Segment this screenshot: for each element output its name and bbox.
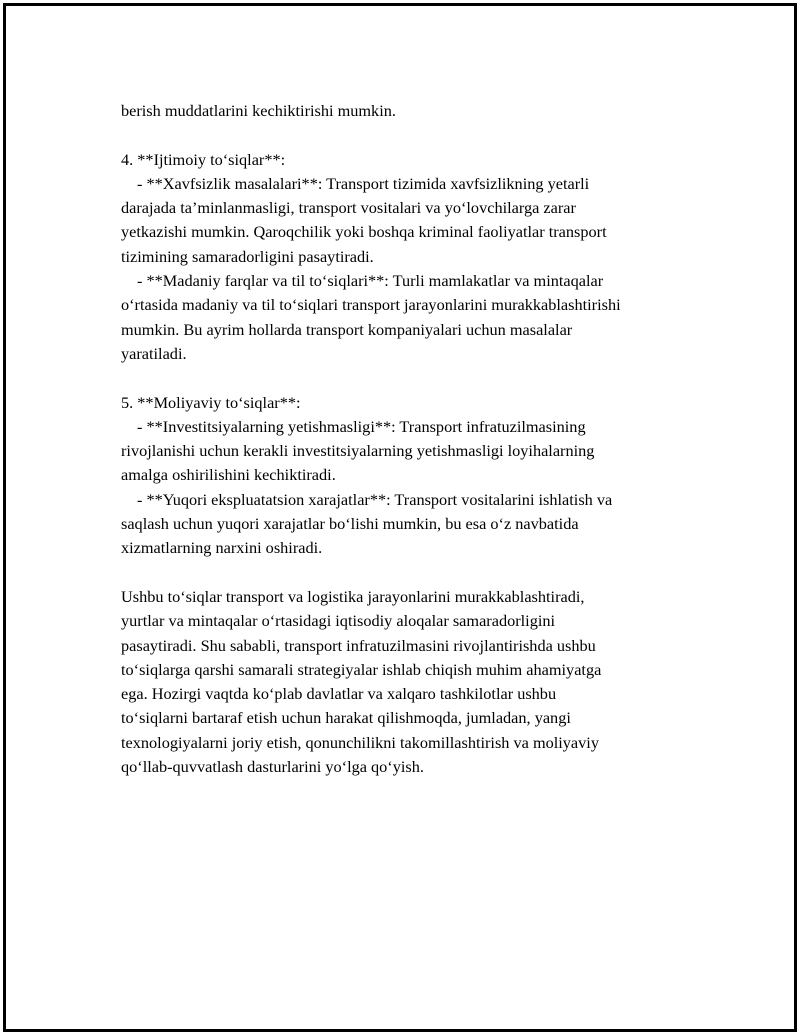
bullet-line: - **Yuqori ekspluatatsion xarajatlar**: Transport vositalarini ishlatish va [137,489,613,509]
text-line: saqlash uchun yuqori xarajatlar bo‘lishi mumkin, bu esa o‘z navbatida [121,514,579,534]
blank-line [121,366,701,390]
paragraph-line: texnologiyalarni joriy etish, qonunchilikni takomillashtirish va moliyaviy [121,732,599,752]
paragraph-line: yurtlar va mintaqalar o‘rtasidagi iqtisodiy aloqalar samaradorligini [121,611,556,631]
paragraph-line: pasaytiradi. Shu sababli, transport infratuzilmasini rivojlantirishda ushbu [121,635,596,655]
document-body [121,99,701,779]
paragraph-line: qo‘llab-quvvatlash dasturlarini yo‘lga qo‘yish. [121,757,424,777]
bullet-line: - **Madaniy farqlar va til to‘siqlari**: Turli mamlakatlar va mintaqalar [137,271,604,291]
bullet-line: - **Xavfsizlik masalalari**: Transport tizimida xavfsizlikning yetarli [137,173,590,193]
text-line: o‘rtasida madaniy va til to‘siqlari transport jarayonlarini murakkablashtirishi [121,295,621,315]
paragraph-line: to‘siqlarga qarshi samarali strategiyalar ishlab chiqish muhim ahamiyatga [121,659,602,679]
text-line: berish muddatlarini kechiktirishi mumkin. [121,101,396,120]
section-heading: 4. **Ijtimoiy to‘siqlar**: [121,149,286,169]
blank-line [121,123,701,147]
text-line: yaratiladi. [121,343,187,363]
paragraph-line: Ushbu to‘siqlar transport va logistika jarayonlarini murakkablashtiradi, [121,586,585,606]
text-line: tizimining samaradorligini pasaytiradi. [121,246,374,266]
text-line: mumkin. Bu ayrim hollarda transport kompaniyalari uchun masalalar [121,319,573,339]
paragraph-line: ega. Hozirgi vaqtda ko‘plab davlatlar va xalqaro tashkilotlar ushbu [121,684,557,704]
paragraph-line: to‘siqlarni bartaraf etish uchun harakat qilishmoqda, jumladan, yangi [121,708,571,728]
text-line: amalga oshirilishini kechiktiradi. [121,465,336,485]
text-line: rivojlanishi uchun kerakli investitsiyalarning yetishmasligi loyihalarning [121,441,595,461]
section-heading: 5. **Moliyaviy to‘siqlar**: [121,392,301,412]
text-line: yetkazishi mumkin. Qaroqchilik yoki boshqa kriminal faoliyatlar transport [121,222,607,242]
page-frame [3,3,797,1032]
text-line: darajada ta’minlanmasligi, transport vositalari va yo‘lovchilarga zarar [121,198,576,218]
bullet-line: - **Investitsiyalarning yetishmasligi**: Transport infratuzilmasining [137,416,586,436]
blank-line [121,561,701,585]
text-line: xizmatlarning narxini oshiradi. [121,538,323,558]
